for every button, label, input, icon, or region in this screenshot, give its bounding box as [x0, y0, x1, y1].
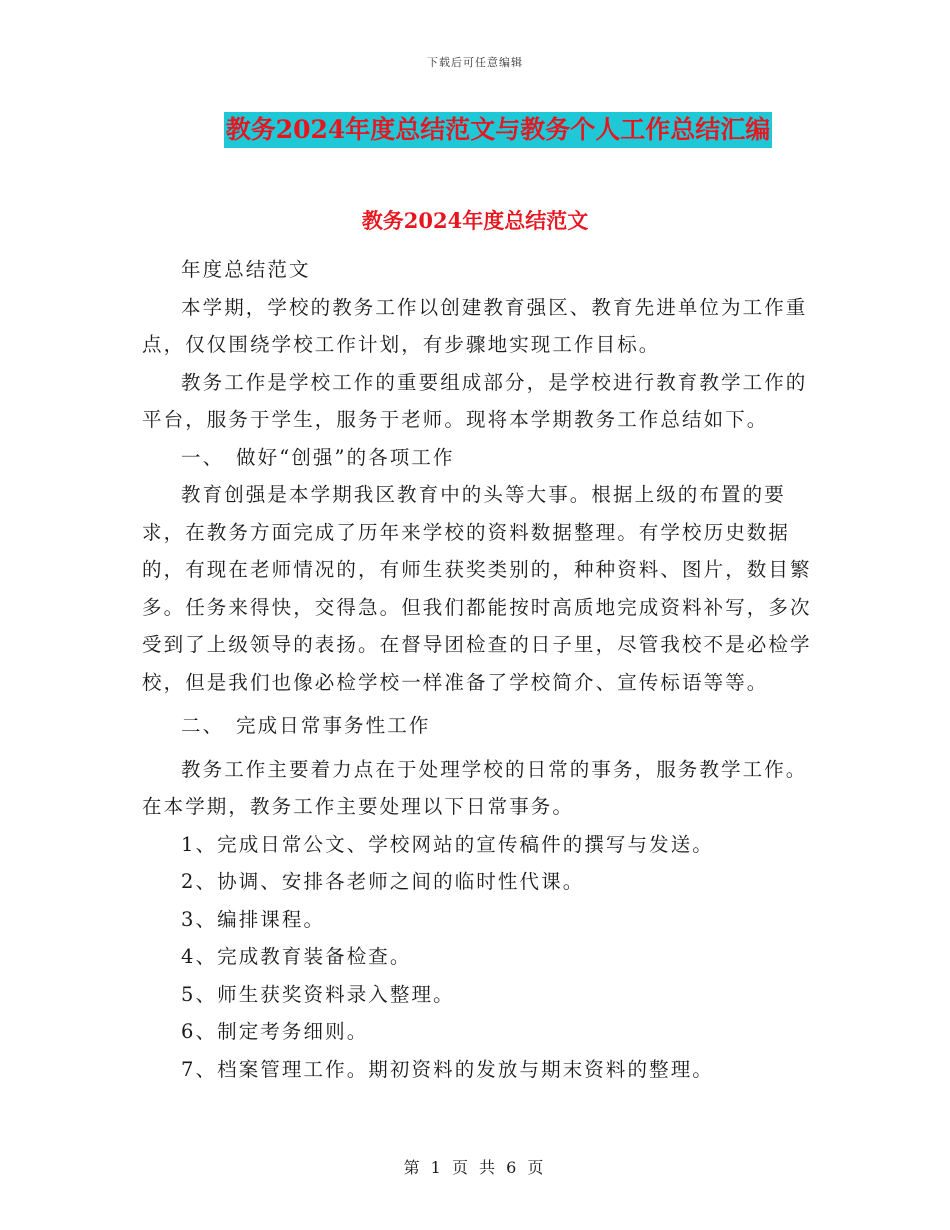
paragraph: 本学期，学校的教务工作以创建教育强区、教育先进单位为工作重点，仅仅围绕学校工作计划，有步骤地实现工作目标。	[142, 295, 808, 356]
list-item: 4、完成教育装备检查。	[181, 945, 412, 968]
document-body	[142, 251, 812, 1088]
main-title: 教务2024年度总结范文与教务个人工作总结汇编	[224, 112, 773, 148]
list-item: 3、编排课程。	[181, 907, 326, 931]
paragraph: 教务工作是学校工作的重要组成部分，是学校进行教育教学工作的平台，服务于学生，服务于老师。现将本学期教务工作总结如下。	[142, 370, 808, 431]
list-item: 1、完成日常公文、学校网站的宣传稿件的撰写与发送。	[181, 832, 714, 856]
paragraph: 教育创强是本学期我区教育中的头等大事。根据上级的布置的要求，在教务方面完成了历年来学校的资料数据整理。有学校历史数据的，有现在老师情况的，有师生获奖类别的，种种资料、图片，数目繁多。任务来得快，交得急。但我们都能按时高质地完成资料补写，多次受到了上级领导的表扬。在督导团检查的日子里，尽管我校不是必检学校，但是我们也像必检学校一样准备了学校简介、宣传标语等等。	[142, 483, 812, 694]
paragraph: 年度总结范文	[181, 258, 311, 281]
header-note: 下载后可任意编辑	[427, 56, 523, 69]
list-item: 7、档案管理工作。期初资料的发放与期末资料的整理。	[181, 1057, 714, 1081]
section-heading-1: 一、 做好“创强”的各项工作	[181, 445, 455, 469]
page-footer: 第 1 页 共 6 页	[403, 1158, 547, 1177]
list-item: 5、师生获奖资料录入整理。	[181, 982, 455, 1006]
paragraph: 教务工作主要着力点在于处理学校的日常的事务，服务教学工作。在本学期，教务工作主要处理以下日常事务。	[142, 757, 808, 818]
section-heading-2: 二、 完成日常事务性工作	[181, 714, 431, 737]
list-item: 6、制定考务细则。	[181, 1020, 369, 1043]
list-item: 2、协调、安排各老师之间的临时性代课。	[181, 870, 585, 893]
main-title-wrap	[0, 112, 950, 148]
section-title: 教务2024年度总结范文	[361, 208, 589, 233]
